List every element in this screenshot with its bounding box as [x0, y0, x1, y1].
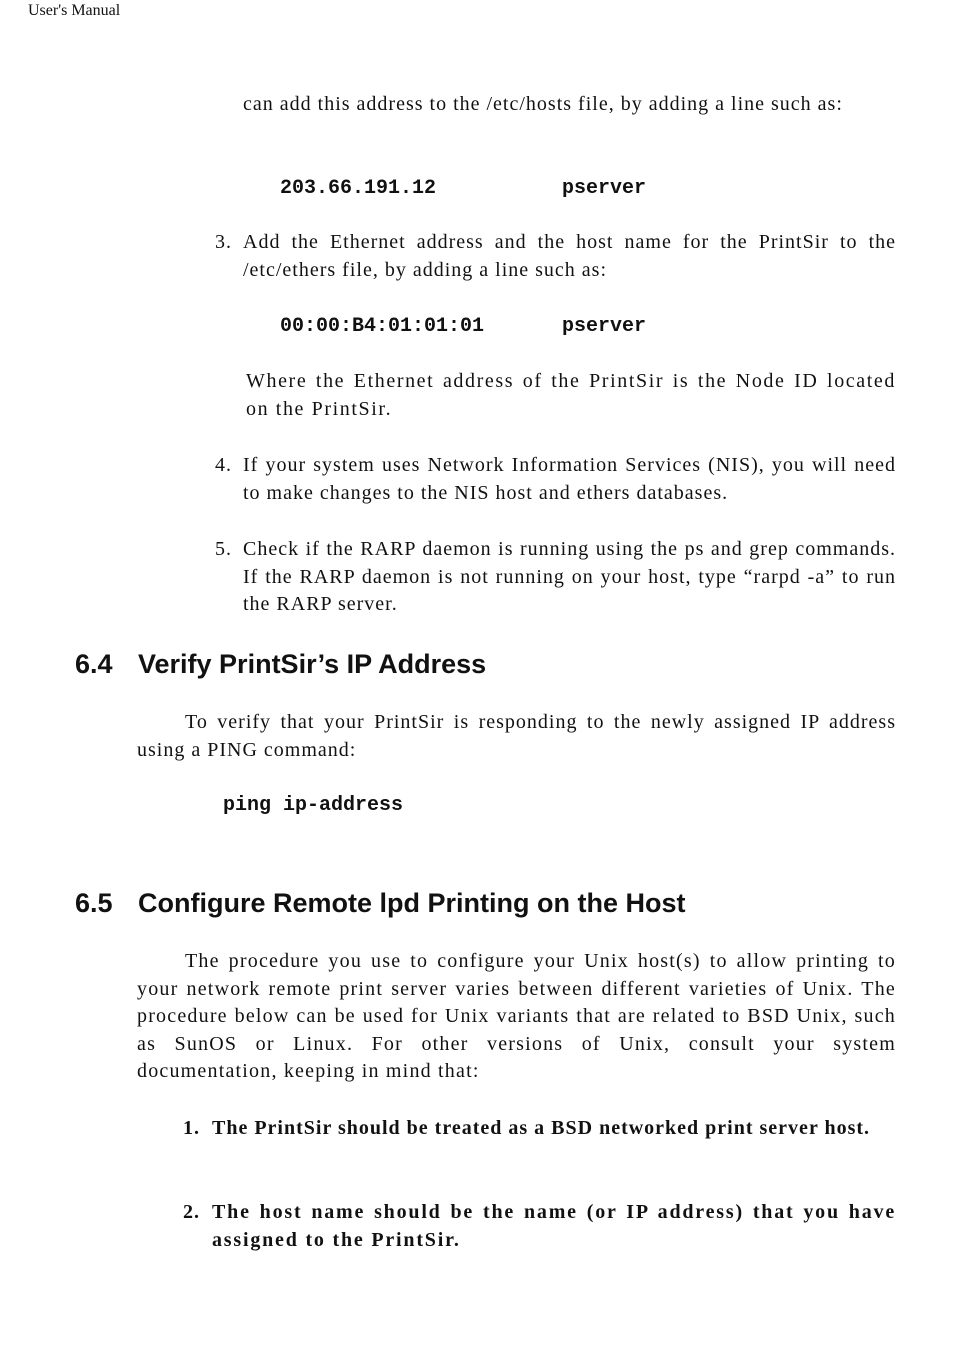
step-3-text: Add the Ethernet address and the host name for the PrintSir to the /etc/ethers file, by adding a line such as:: [243, 231, 896, 281]
rule-2-text: The host name should be the name (or IP address) that you have assigned to the PrintSir.: [212, 1201, 896, 1251]
rule-2-number: 2.: [183, 1201, 200, 1223]
hosts-entry-ip: 203.66.191.12: [280, 177, 437, 200]
step-3-number: 3.: [215, 231, 232, 253]
section-6-4-title: Verify PrintSir’s IP Address: [138, 649, 487, 679]
hosts-entry-name: pserver: [562, 177, 647, 200]
ethers-entry-name: pserver: [562, 315, 647, 338]
step-4-number: 4.: [215, 454, 232, 476]
section-6-5-number: 6.5: [75, 888, 113, 918]
ethers-entry-mac: 00:00:B4:01:01:01: [280, 315, 485, 338]
section-6-4-body: To verify that your PrintSir is responding to the newly assigned IP address using a PING command:: [137, 711, 896, 761]
ping-command: ping ip-address: [223, 794, 404, 817]
section-6-5-body: The procedure you use to configure your Unix host(s) to allow printing to your network remote print server varies between different varieties of Unix. The procedure below can be used for Unix variants that are related to BSD Unix, such as SunOS or Linux. For other versions of Unix, consult your system documentation, keeping in mind that:: [137, 950, 896, 1082]
section-6-4-heading: [75, 647, 486, 681]
rule-1-text: The PrintSir should be treated as a BSD networked print server host.: [212, 1117, 871, 1139]
step-4-text: If your system uses Network Information Services (NIS), you will need to make changes to the NIS host and ethers databases.: [243, 454, 896, 504]
step-5-number: 5.: [215, 538, 232, 560]
running-header: User's Manual: [28, 2, 121, 19]
hosts-intro-paragraph: can add this address to the /etc/hosts file, by adding a line such as:: [243, 93, 843, 115]
step-5-text: Check if the RARP daemon is running using the ps and grep commands. If the RARP daemon is not running on your host, type “rarpd -a” to run the RARP server.: [243, 538, 896, 615]
node-id-note: Where the Ethernet address of the PrintSir is the Node ID located on the PrintSir.: [246, 370, 896, 420]
section-6-4-number: 6.4: [75, 649, 113, 679]
section-6-5-title: Configure Remote lpd Printing on the Host: [138, 888, 686, 918]
section-6-5-heading: [75, 886, 685, 920]
rule-1-number: 1.: [183, 1117, 200, 1139]
